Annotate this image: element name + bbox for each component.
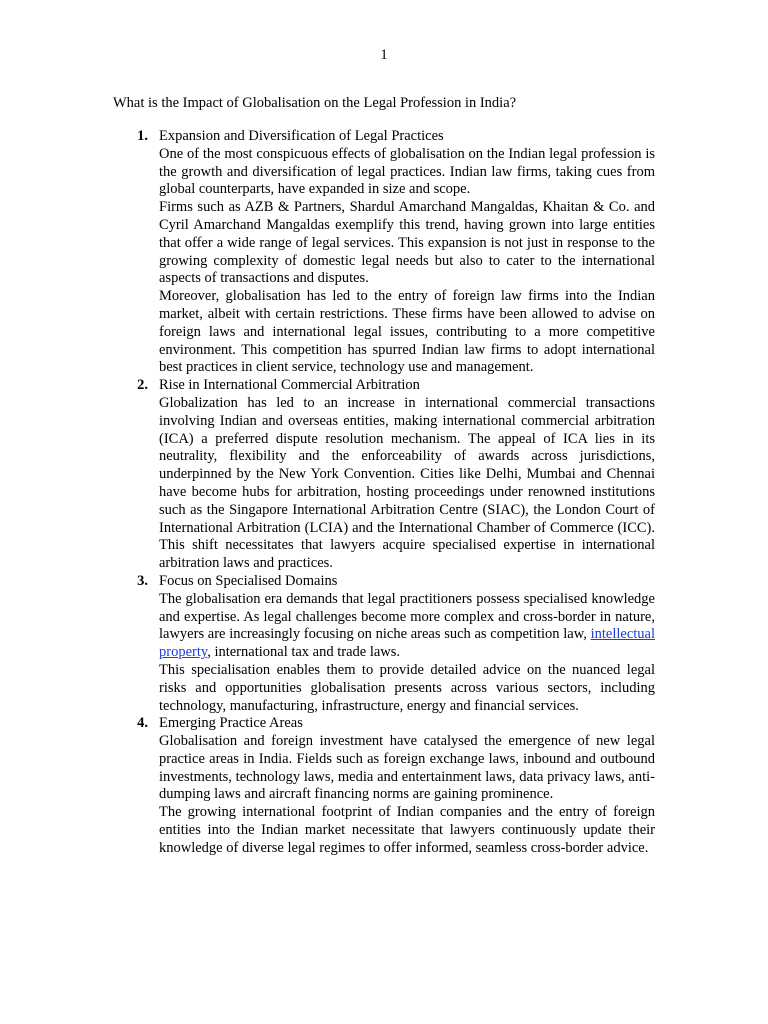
paragraph: One of the most conspicuous effects of globalisation on the Indian legal profession is the growth and diversification of legal practices. Indian law firms, taking cues from global counterparts, have expanded in size and scope.	[159, 145, 655, 198]
section-number: 1.	[137, 128, 148, 144]
paragraph	[159, 591, 655, 662]
section-list	[0, 128, 768, 858]
section-number: 2.	[137, 377, 148, 394]
section-1	[0, 128, 768, 377]
section-2	[0, 377, 768, 573]
section-number: 3.	[137, 572, 148, 589]
paragraph: Moreover, globalisation has led to the entry of foreign law firms into the Indian market, albeit with certain restrictions. These firms have been allowed to advise on foreign laws and international legal issues, contributing to a more competitive environment. This competition has spurred Indian law firms to adopt international best practices in client service, technology use and management.	[159, 288, 655, 376]
section-heading: Rise in International Commercial Arbitration	[159, 377, 420, 394]
section-heading: Expansion and Diversification of Legal Practices	[159, 128, 444, 144]
section-body	[159, 573, 655, 715]
section-heading: Focus on Specialised Domains	[159, 572, 338, 589]
page-title: What is the Impact of Globalisation on the Legal Profession in India?	[113, 95, 517, 111]
paragraph-text: The globalisation era demands that legal practitioners possess specialised knowledge and expertise. As legal challenges become more complex and cross-border in nature, lawyers are increasingly focusing on niche areas such as competition law,	[159, 590, 655, 643]
paragraph: This specialisation enables them to provide detailed advice on the nuanced legal risks and opportunities globalisation presents across various sectors, including technology, manufacturing, infrastructure, energy and financial services.	[159, 661, 655, 714]
paragraph: The growing international footprint of Indian companies and the entry of foreign entities into the Indian market necessitate that lawyers continuously update their knowledge of diverse legal regimes to offer informed, seamless cross-border advice.	[159, 804, 655, 856]
paragraph-text: , international tax and trade laws.	[207, 644, 401, 661]
page-number: 1	[380, 47, 388, 63]
intellectual-property-link[interactable]: intellectual property	[159, 626, 655, 661]
section-body	[159, 377, 655, 573]
section-body	[159, 715, 655, 857]
section-number: 4.	[137, 715, 148, 732]
paragraph: Firms such as AZB & Partners, Shardul Amarchand Mangaldas, Khaitan & Co. and Cyril Amarchand Mangaldas exemplify this trend, having grown into large entities that offer a wide range of legal services. This expansion is not just in response to the growing complexity of domestic legal needs but also to cater to the international aspects of transactions and disputes.	[159, 199, 655, 287]
section-heading: Emerging Practice Areas	[159, 715, 303, 732]
section-3	[0, 573, 768, 715]
paragraph: Globalisation and foreign investment have catalysed the emergence of new legal practice areas in India. Fields such as foreign exchange laws, inbound and outbound investments, technology laws, media and entertainment laws, data privacy laws, anti-dumping laws and aircraft financing norms are gaining prominence.	[159, 733, 655, 803]
section-body	[159, 128, 655, 377]
paragraph: Globalization has led to an increase in international commercial transactions involving Indian and overseas entities, making international commercial arbitration (ICA) a preferred dispute resolution mechanism. The appeal of ICA lies in its neutrality, flexibility and the enforceability of awards across jurisdictions, underpinned by the New York Convention. Cities like Delhi, Mumbai and Chennai have become hubs for arbitration, hosting proceedings under renowned institutions such as the Singapore International Arbitration Centre (SIAC), the London Court of International Arbitration (LCIA) and the International Chamber of Commerce (ICC). This shift necessitates that lawyers acquire specialised expertise in international arbitration laws and practices.	[159, 394, 655, 572]
section-4	[0, 715, 768, 857]
